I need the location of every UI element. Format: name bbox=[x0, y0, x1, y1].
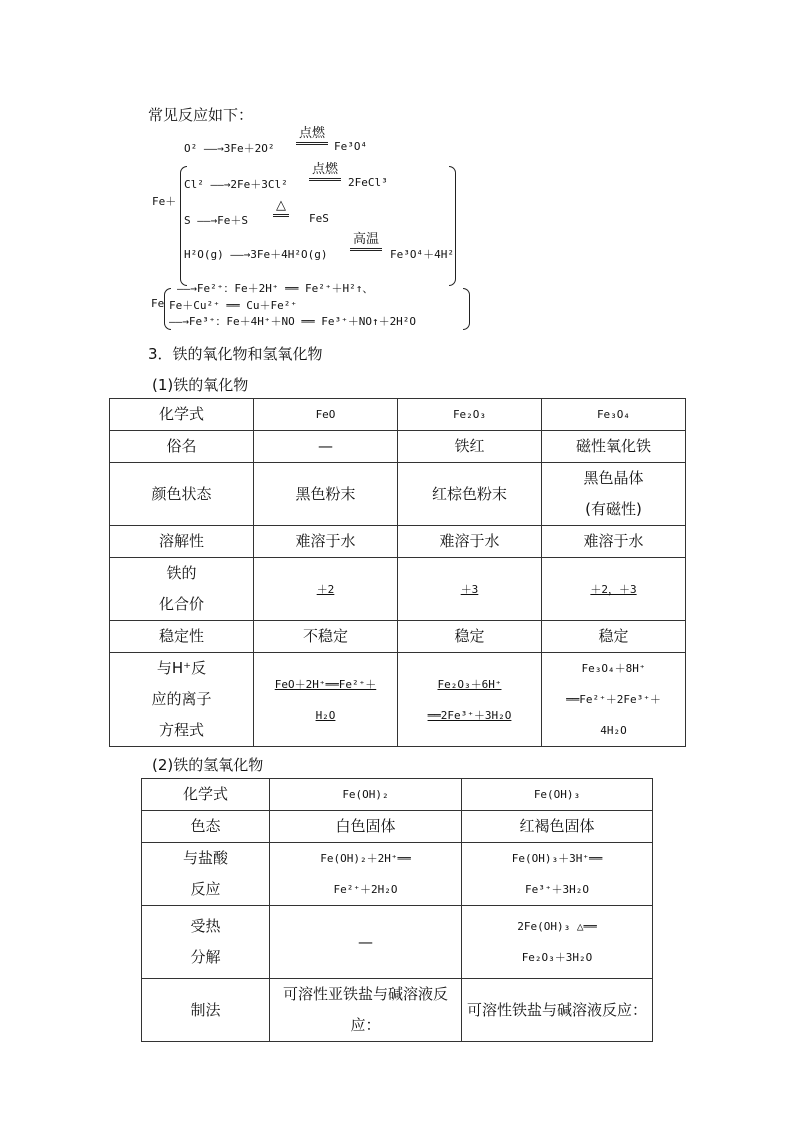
section-3-title: 3．铁的氧化物和氢氧化物 bbox=[148, 345, 323, 363]
acid-reaction-2: Fe＋Cu²⁺ ══ Cu＋Fe²⁺ bbox=[169, 299, 297, 312]
table-cell: 可溶性亚铁盐与碱溶液反应： bbox=[270, 979, 462, 1042]
header-cell: 化学式 bbox=[110, 399, 254, 431]
table-cell: 稳定 bbox=[398, 621, 542, 653]
table-row bbox=[142, 811, 653, 843]
reaction-o2-rhs: Fe³O⁴ bbox=[334, 140, 368, 153]
cell-line: ══Fe²⁺＋2Fe³⁺＋ bbox=[566, 693, 661, 706]
intro-text: 常见反应如下： bbox=[148, 106, 254, 124]
cell-line: 黑色晶体 bbox=[583, 469, 644, 487]
table-cell bbox=[542, 463, 686, 526]
reaction-s-cond: △ bbox=[273, 199, 289, 217]
cell-line: Fe₂O₃＋3H₂O bbox=[521, 951, 593, 964]
table-cell: 难溶于水 bbox=[254, 526, 398, 558]
cell-line: 方程式 bbox=[158, 721, 204, 739]
cell-line: 化合价 bbox=[158, 595, 204, 613]
cell-line: Fe(OH)₃＋3H⁺══ bbox=[511, 852, 603, 865]
cell-line: 与盐酸 bbox=[182, 849, 228, 867]
reaction-h2o-cond: 高温 bbox=[350, 233, 382, 251]
table-row bbox=[142, 906, 653, 979]
cell-line: Fe(OH)₂＋2H⁺══ bbox=[320, 852, 411, 865]
table-cell bbox=[462, 843, 653, 906]
acid-right-brace bbox=[463, 288, 470, 330]
row-label: 稳定性 bbox=[110, 621, 254, 653]
cell-line: FeO＋2H⁺══Fe²⁺＋ bbox=[274, 677, 377, 691]
table-header-row bbox=[110, 399, 686, 431]
table-cell: ＋2 bbox=[254, 558, 398, 621]
table-cell bbox=[462, 906, 653, 979]
cell-line: 2Fe(OH)₃ △══ bbox=[517, 920, 597, 933]
table-cell: 白色固体 bbox=[270, 811, 462, 843]
subsection-hydroxides: (2)铁的氢氧化物 bbox=[152, 756, 264, 774]
table-row bbox=[142, 979, 653, 1042]
row-label: 色态 bbox=[142, 811, 270, 843]
row-label bbox=[142, 843, 270, 906]
table-cell: 难溶于水 bbox=[542, 526, 686, 558]
row-label bbox=[110, 653, 254, 747]
acid-reaction-3: ——→Fe³⁺：Fe＋4H⁺＋NO ══ Fe³⁺＋NO↑＋2H²O bbox=[169, 315, 417, 328]
row-label: 溶解性 bbox=[110, 526, 254, 558]
table-cell: 稳定 bbox=[542, 621, 686, 653]
header-cell: FeO bbox=[254, 399, 398, 431]
table-cell: 难溶于水 bbox=[398, 526, 542, 558]
table-cell: 不稳定 bbox=[254, 621, 398, 653]
table-row bbox=[142, 843, 653, 906]
oxides-table bbox=[109, 398, 686, 747]
table-row bbox=[110, 463, 686, 526]
table-cell bbox=[254, 653, 398, 747]
row-label bbox=[110, 558, 254, 621]
cell-line: 受热 bbox=[190, 917, 221, 935]
table-cell: 磁性氧化铁 bbox=[542, 431, 686, 463]
fe-plus-label: Fe＋ bbox=[152, 195, 177, 208]
table-cell: 红棕色粉末 bbox=[398, 463, 542, 526]
cell-line: ══2Fe³⁺＋3H₂O bbox=[427, 708, 512, 722]
table-header-row bbox=[142, 779, 653, 811]
row-label: 制法 bbox=[142, 979, 270, 1042]
cell-line: 反应 bbox=[190, 880, 221, 898]
table-cell bbox=[270, 843, 462, 906]
reaction-h2o-lhs: H²O(g) ——→3Fe＋4H²O(g) bbox=[184, 248, 328, 261]
row-label: 俗名 bbox=[110, 431, 254, 463]
table-cell: ＋3 bbox=[398, 558, 542, 621]
reaction-s-rhs: FeS bbox=[309, 212, 329, 225]
table-cell: — bbox=[270, 906, 462, 979]
cell-line: H₂O bbox=[315, 708, 336, 722]
reaction-h2o-rhs: Fe³O⁴＋4H² bbox=[390, 248, 454, 261]
table-cell bbox=[542, 653, 686, 747]
reaction-s-lhs: S ——→Fe＋S bbox=[184, 214, 248, 227]
reaction-o2-lhs: O² ——→3Fe＋2O² bbox=[184, 142, 275, 155]
reaction-cl2-lhs: Cl² ——→2Fe＋3Cl² bbox=[184, 178, 288, 191]
cell-line: Fe²⁺＋2H₂O bbox=[333, 883, 398, 896]
table-cell: 黑色粉末 bbox=[254, 463, 398, 526]
reaction-cl2-rhs: 2FeCl³ bbox=[348, 176, 388, 189]
cell-line: 分解 bbox=[190, 948, 221, 966]
table-cell: ＋2，＋3 bbox=[542, 558, 686, 621]
hydroxides-table bbox=[141, 778, 653, 1042]
table-cell: 红褐色固体 bbox=[462, 811, 653, 843]
table-row bbox=[110, 558, 686, 621]
acid-reaction-1: ——→Fe²⁺：Fe＋2H⁺ ══ Fe²⁺＋H²↑、 bbox=[177, 282, 374, 295]
table-cell: — bbox=[254, 431, 398, 463]
table-row bbox=[110, 526, 686, 558]
header-cell: Fe₃O₄ bbox=[542, 399, 686, 431]
cell-line: 与H⁺反 bbox=[156, 659, 207, 677]
header-cell: Fe(OH)₂ bbox=[270, 779, 462, 811]
cell-line: 应的离子 bbox=[151, 690, 212, 708]
cell-line: Fe³⁺＋3H₂O bbox=[525, 883, 589, 896]
fe-acid-label: Fe bbox=[151, 297, 165, 310]
table-row bbox=[110, 653, 686, 747]
subsection-oxides: (1)铁的氧化物 bbox=[152, 376, 249, 394]
cell-line: 4H₂O bbox=[600, 724, 627, 737]
table-row bbox=[110, 621, 686, 653]
header-cell: Fe(OH)₃ bbox=[462, 779, 653, 811]
reaction-cl2-cond: 点燃 bbox=[309, 163, 341, 181]
table-row bbox=[110, 431, 686, 463]
right-brace bbox=[449, 166, 456, 286]
cell-line: (有磁性) bbox=[585, 500, 642, 518]
table-cell: 可溶性铁盐与碱溶液反应： bbox=[462, 979, 653, 1042]
reaction-o2-cond: 点燃 bbox=[296, 127, 328, 145]
table-cell bbox=[398, 653, 542, 747]
cell-line: Fe₂O₃＋6H⁺ bbox=[437, 677, 502, 691]
header-cell: 化学式 bbox=[142, 779, 270, 811]
row-label: 颜色状态 bbox=[110, 463, 254, 526]
row-label bbox=[142, 906, 270, 979]
header-cell: Fe₂O₃ bbox=[398, 399, 542, 431]
cell-line: Fe₃O₄＋8H⁺ bbox=[581, 662, 646, 675]
cell-line: 铁的 bbox=[166, 564, 197, 582]
table-cell: 铁红 bbox=[398, 431, 542, 463]
